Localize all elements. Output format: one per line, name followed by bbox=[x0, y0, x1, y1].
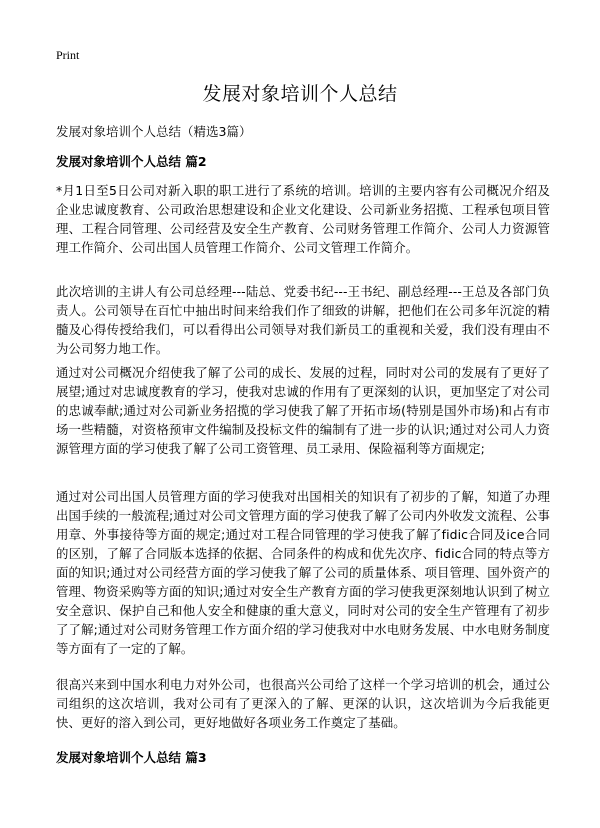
paragraph-company-overview: 通过对公司概况介绍使我了解了公司的成长、发展的过程，同时对公司的发展有了更好了展望;通过对忠诚度教育的学习，使我对忠诚的作用有了更深刻的认识，更加坚定了对公司的忠诚奉献;通过对公司新业务招揽的学习使我了解了开拓市场(特别是国外市场)和占有市场一些精髓，对资格预审文件编制及投标文件的编制有了进一步的认识;通过对公司人力资源管理方面的学习使我了解了公司工资管理、员工录用、保险福利等方面规定; bbox=[56, 365, 550, 456]
print-label: Print bbox=[56, 48, 80, 62]
section-heading-2: 发展对象培训个人总结 篇2 bbox=[56, 154, 207, 169]
paragraph-conclusion: 很高兴来到中国水利电力对外公司，也很高兴公司给了这样一个学习培训的机会，通过公司组织的这次培训，我对公司有了更深入的了解、更深的认识，这次培训为今后我能更快、更好的溶入到公司，更好地做好各项业务工作奠定了基础。 bbox=[56, 677, 550, 730]
document-title: 发展对象培训个人总结 bbox=[202, 83, 398, 105]
paragraph-training-overview: *月1日至5日公司对新入职的职工进行了系统的培训。培训的主要内容有公司概况介绍及企业忠诚度教育、公司政治思想建设和企业文化建设、公司新业务招揽、工程承包项目管理、工程合同管理、公司经营及安全生产教育、公司财务管理工作简介、公司人力资源管理工作简介、公司出国人员管理工作简介、公司文管理工作简介。 bbox=[56, 183, 550, 255]
paragraph-management-learning: 通过对公司出国人员管理方面的学习使我对出国相关的知识有了初步的了解，知道了办理出国手续的一般流程;通过对公司文管理方面的学习使我了解了公司内外收发文流程、公事用章、外事接待等方面的规定;通过对工程合同管理的学习使我了解了fidic合同及ice合同的区别，了解了合同版本选择的依据、合同条件的构成和优先次序、fidic合同的特点等方面的知识;通过对公司经营方面的学习使我了解了公司的质量体系、项目管理、国外资产的管理、物资采购等方面的知识;通过对安全生产教育方面的学习使我更深刻地认识到了树立安全意识、保护自己和他人安全和健康的重大意义，同时对公司的安全生产管理有了初步了了解;通过对公司财务管理工作方面介绍的学习使我对中水电财务发展、中水电财务制度等方面有了一定的了解。 bbox=[56, 489, 550, 656]
paragraph-lecturers: 此次培训的主讲人有公司总经理---陆总、党委书纪---王书纪、副总经理---王总及各部门负责人。公司领导在百忙中抽出时间来给我们作了细致的讲解，把他们在公司多年沉淀的精髓及心得传授给我们，可以看得出公司领导对我们新员工的重视和关爱，我们没有理由不为公司努力地工作。 bbox=[56, 284, 550, 356]
section-heading-3: 发展对象培训个人总结 篇3 bbox=[56, 750, 207, 765]
document-subtitle: 发展对象培训个人总结（精选3篇） bbox=[56, 124, 252, 139]
